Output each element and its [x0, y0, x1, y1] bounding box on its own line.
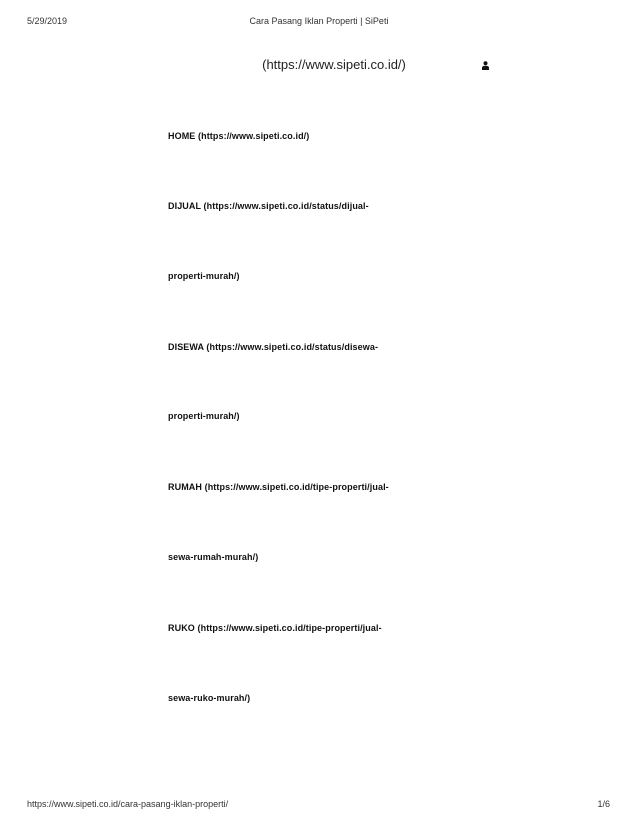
nav-item-ruko-cont[interactable]: sewa-ruko-murah/) — [168, 693, 251, 703]
user-icon[interactable] — [482, 61, 489, 70]
nav-item-disewa[interactable]: DISEWA (https://www.sipeti.co.id/status/disewa- — [168, 342, 379, 352]
nav-item-dijual-cont[interactable]: properti-murah/) — [168, 271, 240, 281]
print-url: https://www.sipeti.co.id/cara-pasang-iklan-properti/ — [27, 799, 229, 809]
nav-item-home[interactable]: HOME (https://www.sipeti.co.id/) — [168, 131, 310, 141]
print-page-title: Cara Pasang Iklan Properti | SiPeti — [249, 16, 389, 26]
print-date: 5/29/2019 — [27, 16, 68, 26]
print-page-number: 1/6 — [597, 799, 610, 809]
nav-item-rumah[interactable]: RUMAH (https://www.sipeti.co.id/tipe-properti/jual- — [168, 482, 389, 492]
nav-item-ruko[interactable]: RUKO (https://www.sipeti.co.id/tipe-properti/jual- — [168, 623, 382, 633]
nav-item-rumah-cont[interactable]: sewa-rumah-murah/) — [168, 552, 259, 562]
nav-item-dijual[interactable]: DIJUAL (https://www.sipeti.co.id/status/dijual- — [168, 201, 369, 211]
site-home-link[interactable]: (https://www.sipeti.co.id/) — [262, 57, 406, 72]
nav-item-disewa-cont[interactable]: properti-murah/) — [168, 411, 240, 421]
